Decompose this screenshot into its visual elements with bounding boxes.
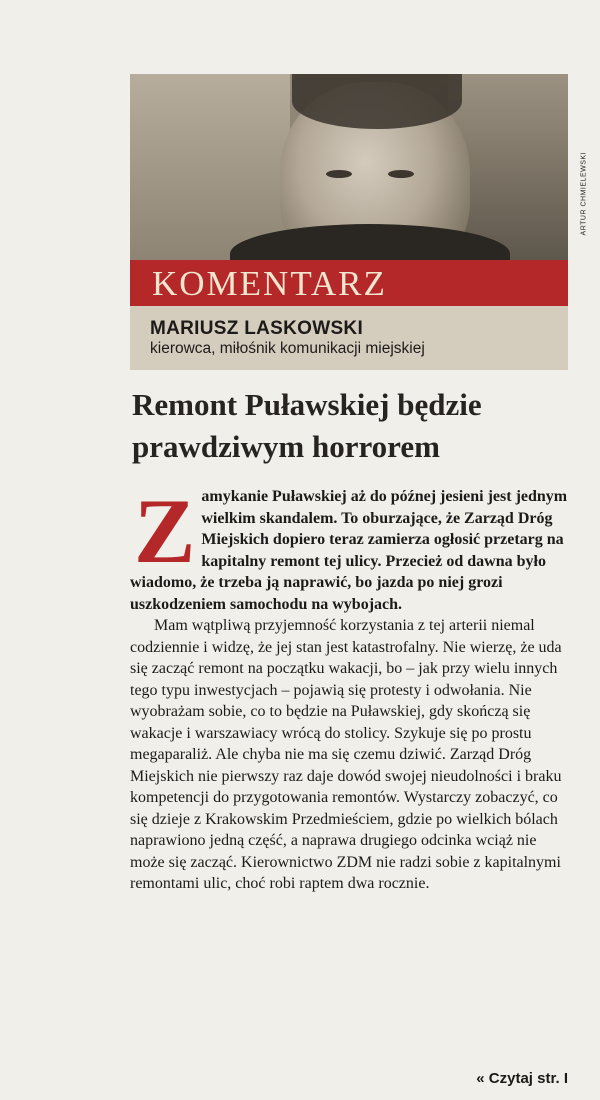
body-paragraph: Mam wątpliwą przyjemność korzystania z tej arterii niemal codziennie i widzę, że jej stan jest katastrofalny. Nie wierzę, że uda się zacząć remont na początku wakacji, bo – jak przy wielu innych tego typu inwestycjach – pojawią się protesty i odwołania. Nie wyobrażam sobie, co to będzie na Puławskiej, gdy skończą się wakacje i warszawiacy wrócą do stolicy. Szykuje się po prostu megaparaliż. Ale chyba nie ma się czemu dziwić. Zarząd Dróg Miejskich nie pierwszy raz daje dowód swojej nieudolności i braku kompetencji do przygotowania remontów. Wystarczy zobaczyć, co się dzieje z Krakowskim Przedmieściem, gdzie po wielkich bólach naprawiono jedną część, a naprawa drugiego odcinka wciąż nie może się zacząć. Kierownictwo ZDM nie radzi sobie z kapitalnymi remontami ulic, choć robi raptem dwa rocznie. bbox=[130, 617, 562, 892]
author-photo bbox=[130, 74, 587, 260]
photo-background-left bbox=[130, 74, 290, 260]
commentary-column bbox=[130, 74, 587, 895]
photo-eye-left bbox=[326, 170, 352, 178]
continue-reading-link[interactable]: « Czytaj str. I bbox=[476, 1070, 568, 1087]
author-box bbox=[130, 306, 568, 370]
photo-hair bbox=[292, 74, 462, 129]
section-banner bbox=[130, 260, 568, 306]
drop-cap: Z bbox=[134, 480, 196, 582]
lead-paragraph: amykanie Puławskiej aż do późnej jesieni jest jednym wielkim skandalem. To oburzające, że Zarząd Dróg Miejskich dopiero teraz zamierza ogłosić przetarg na kapitalny remont tej ulicy. Przecież od dawna było wiadomo, że trzeba ją naprawić, bo jazda po niej grozi uszkodzeniem samochodu na wybojach. bbox=[130, 488, 568, 613]
photo-eye-right bbox=[388, 170, 414, 178]
article-headline: Remont Puławskiej będzie prawdziwym horrorem bbox=[132, 387, 482, 464]
author-name: MARIUSZ LASKOWSKI bbox=[150, 318, 364, 339]
article-lead bbox=[130, 480, 568, 615]
section-label: KOMENTARZ bbox=[152, 264, 387, 303]
photo-credit: ARTUR CHMIELEWSKI bbox=[580, 152, 587, 236]
author-role: kierowca, miłośnik komunikacji miejskiej bbox=[150, 340, 425, 357]
